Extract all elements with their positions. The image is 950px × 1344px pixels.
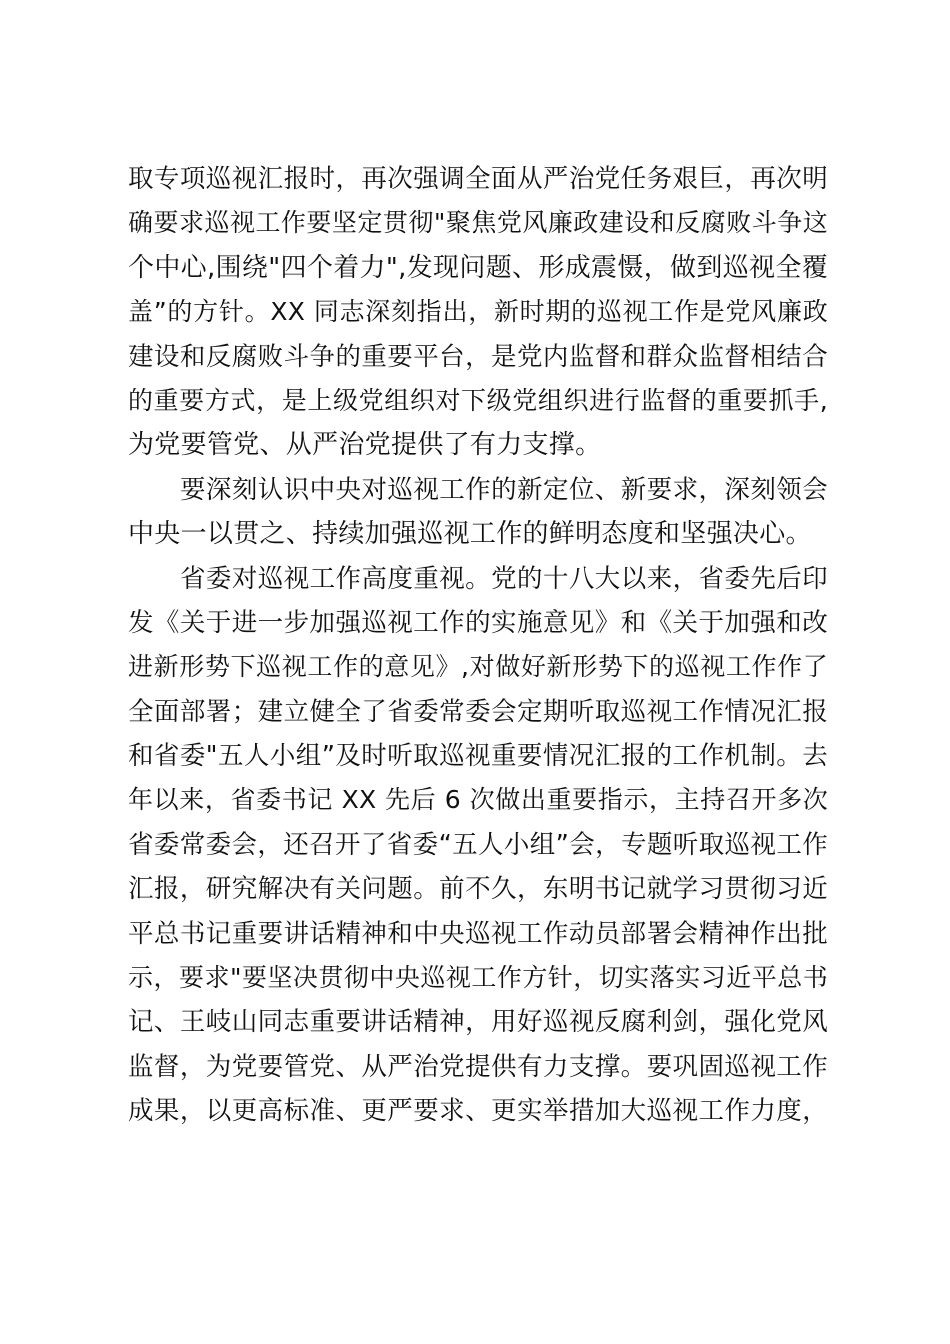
text-line: 全面部署；建立健全了省委常委会定期听取巡视工作情况汇报 xyxy=(128,696,828,727)
text-line: 监督，为党要管党、从严治党提供有力支撑。要巩固巡视工作 xyxy=(128,1051,828,1082)
text-line: 和省委"五人小组”及时听取巡视重要情况汇报的工作机制。去 xyxy=(128,741,828,772)
text-line: 平总书记重要讲话精神和中央巡视工作动员部署会精神作出批 xyxy=(128,918,828,949)
text-line: 确要求巡视工作要坚定贯彻"聚焦党风廉政建设和反腐败斗争这 xyxy=(128,208,828,238)
text-line: 的重要方式，是上级党组织对下级党组织进行监督的重要抓手, xyxy=(128,385,828,415)
body-text xyxy=(128,157,828,1134)
text-line: 建设和反腐败斗争的重要平台，是党内监督和群众监督相结合 xyxy=(128,341,828,372)
text-line: 省委常委会，还召开了省委“五人小组”会，专题听取巡视工作 xyxy=(128,829,828,860)
text-line: 中央一以贯之、持续加强巡视工作的鲜明态度和坚强决心。 xyxy=(128,519,812,550)
paragraph-start-line: 省委对巡视工作高度重视。党的十八大以来，省委先后印 xyxy=(180,563,828,594)
text-line: 成果，以更高标准、更严要求、更实举措加大巡视工作力度， xyxy=(128,1096,828,1127)
text-line: 盖”的方针。XX 同志深刻指出，新时期的巡视工作是党风廉政 xyxy=(128,297,828,327)
text-line: 为党要管党、从严治党提供了有力支撑。 xyxy=(128,430,602,461)
text-line: 记、王岐山同志重要讲话精神，用好巡视反腐利剑，强化党风 xyxy=(128,1007,828,1038)
text-line: 取专项巡视汇报时，再次强调全面从严治党任务艰巨，再次明 xyxy=(128,164,828,194)
text-line: 发《关于进一步加强巡视工作的实施意见》和《关于加强和改 xyxy=(128,607,828,638)
text-line: 个中心,围绕"四个着力",发现问题、形成震慑，做到巡视全覆 xyxy=(128,252,828,283)
paragraph-start-line: 要深刻认识中央对巡视工作的新定位、新要求，深刻领会 xyxy=(180,474,828,505)
text-line: 示，要求"要坚决贯彻中央巡视工作方针，切实落实习近平总书 xyxy=(128,963,828,993)
text-line: 汇报，研究解决有关问题。前不久，东明书记就学习贯彻习近 xyxy=(128,874,828,905)
text-line: 进新形势下巡视工作的意见》,对做好新形势下的巡视工作作了 xyxy=(128,652,828,682)
text-line: 年以来，省委书记 XX 先后 6 次做出重要指示，主持召开多次 xyxy=(128,785,828,815)
